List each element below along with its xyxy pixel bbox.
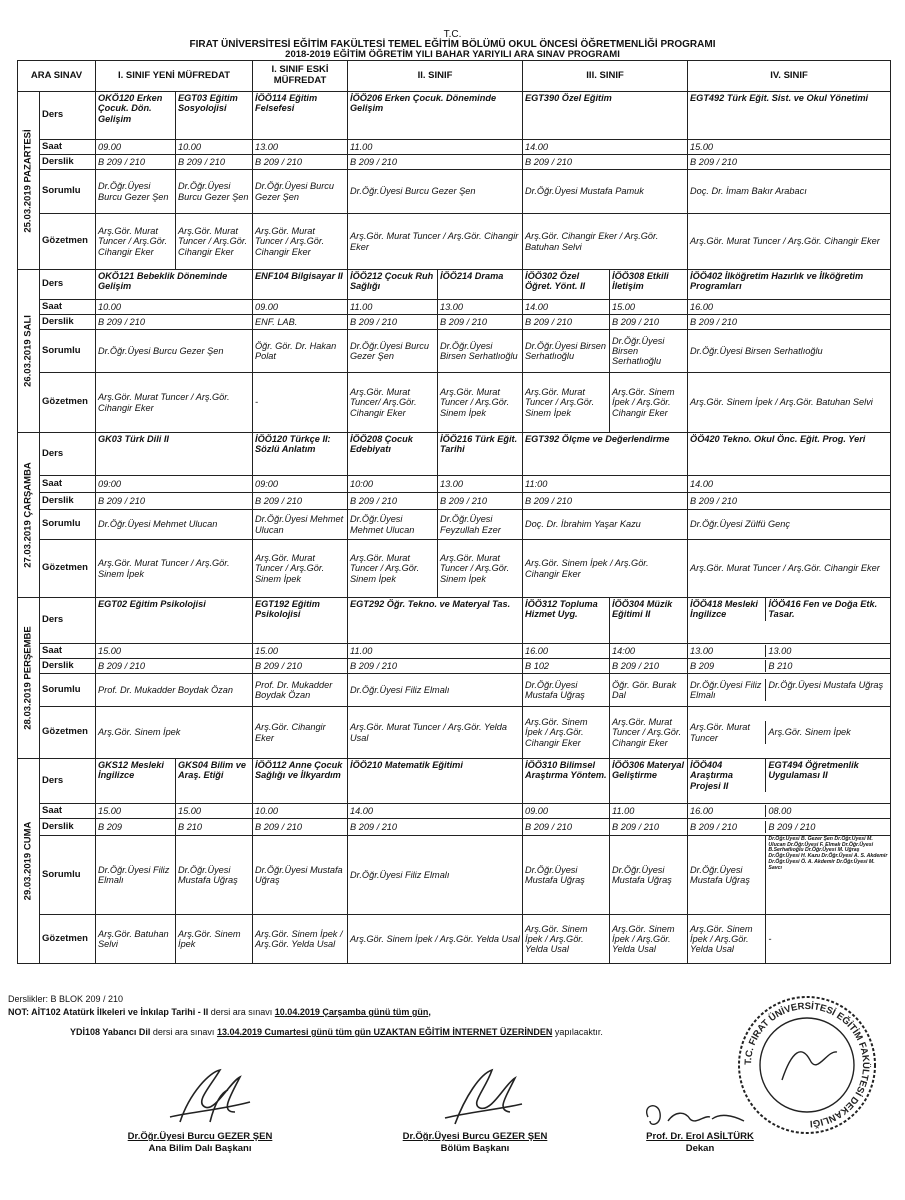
table-row	[18, 759, 891, 804]
course-cell: EGT02 Eğitim Psikolojisi	[96, 598, 253, 644]
proctor-split-cell	[688, 915, 891, 964]
course-cell: ÖÖ420 Tekno. Okul Önc. Eğit. Prog. Yeri	[688, 433, 891, 476]
proctor-cell: Arş.Gör. Sinem İpek / Arş.Gör. Yelda Usal	[348, 915, 523, 964]
time-cell: 14.00	[523, 140, 688, 155]
row-label-gozetmen: Gözetmen	[40, 540, 96, 598]
responsible-cell: Dr.Öğr.Üyesi Birsen Serhatlıoğlu	[610, 330, 688, 373]
proctor-cell: Arş.Gör. Sinem İpek	[96, 707, 253, 759]
time-cell: 13.00	[438, 300, 523, 315]
room-cell: B 209 / 210	[96, 659, 253, 674]
time-cell: 09.00	[523, 804, 610, 819]
table-row	[18, 493, 891, 510]
responsible-cell: Dr.Öğr.Üyesi Burcu Gezer Şen	[348, 170, 523, 214]
day-label: 29.03.2019 CUMA	[22, 821, 34, 901]
responsible-cell: Dr.Öğr.Üyesi Burcu Gezer Şen	[253, 170, 348, 214]
day-label: 26.03.2019 SALI	[22, 315, 34, 387]
proctor-cell: Arş.Gör. Sinem İpek / Arş.Gör. Cihangir Eker	[610, 373, 688, 433]
proctor-cell: Arş.Gör. Sinem İpek / Arş.Gör. Yelda Usal	[253, 915, 348, 964]
responsible-cell: Dr.Öğr.Üyesi Burcu Gezer Şen	[348, 330, 438, 373]
responsible-cell: Dr.Öğr.Üyesi Mustafa Uğraş	[523, 674, 610, 707]
time-cell: 15.00	[610, 300, 688, 315]
room-cell: B 209 / 210	[688, 155, 891, 170]
table-row	[18, 214, 891, 270]
signature-title: Dekan	[685, 1142, 715, 1154]
day-cell	[18, 270, 40, 433]
proctor-cell: Arş.Gör. Sinem İpek / Arş.Gör. Cihangir Eker	[523, 540, 688, 598]
responsible-cell: Dr.Öğr.Üyesi Mustafa Uğraş	[176, 836, 253, 915]
responsible-cell: Dr.Öğr.Üyesi Birsen Serhatlıoğlu	[688, 330, 891, 373]
time-cell: 10.00	[96, 300, 253, 315]
time-cell: 13.00	[438, 476, 523, 493]
table-row	[18, 476, 891, 493]
time-cell: 14.00	[523, 300, 610, 315]
room-split-cell	[688, 819, 891, 836]
proctor-split	[688, 721, 890, 744]
n3-end: yapılacaktır.	[554, 1027, 603, 1037]
svg-text:T.C. FIRAT ÜNİVERSİTESİ EĞİTİM	[743, 1001, 871, 1130]
course-cell: İÖÖ312 Topluma Hizmet Uyg.	[523, 598, 610, 644]
col-header-1-sinif-yeni: I. SINIF YENİ MÜFREDAT	[96, 61, 253, 92]
proctor-cell: Arş.Gör. Murat Tuncer / Arş.Gör. Cihangir Eker	[176, 214, 253, 270]
room-cell: B 209 / 210	[253, 493, 348, 510]
row-label-saat: Saat	[40, 644, 96, 659]
table-row	[18, 270, 891, 300]
time-cell: 10.00	[176, 140, 253, 155]
row-label-gozetmen: Gözetmen	[40, 214, 96, 270]
time-cell: 15.00	[96, 644, 253, 659]
room-cell: B 209 / 210	[176, 155, 253, 170]
table-row	[18, 836, 891, 915]
course-split	[688, 759, 890, 792]
proctor-cell: Arş.Gör. Sinem İpek / Arş.Gör. Cihangir Eker	[523, 707, 610, 759]
proctor-cell: Arş.Gör. Murat Tuncer / Arş.Gör. Sinem İpek	[96, 540, 253, 598]
signature-1-scribble	[150, 1062, 260, 1132]
header-subtitle: 2018-2019 EĞİTİM ÖĞRETİM YILI BAHAR YARIYILI ARA SINAV PROGRAMI	[285, 49, 620, 60]
time-split	[688, 805, 890, 817]
room-cell: B 210	[176, 819, 253, 836]
room-cell: B 209 / 210	[688, 493, 891, 510]
time-cell: 09:00	[253, 476, 348, 493]
table-row	[18, 155, 891, 170]
course-cell: İÖÖ404 Araştırma Projesi II	[688, 759, 766, 792]
room-cell: B 209 / 210	[348, 493, 438, 510]
row-label-ders: Ders	[40, 92, 96, 140]
row-label-saat: Saat	[40, 140, 96, 155]
proctor-split	[688, 915, 890, 963]
course-cell: İÖÖ210 Matematik Eğitimi	[348, 759, 523, 804]
responsible-cell: Prof. Dr. Mukadder Boydak Özan	[96, 674, 253, 707]
proctor-cell: Arş.Gör. Cihangir Eker	[253, 707, 348, 759]
course-split-cell	[688, 759, 891, 804]
responsible-cell: Dr.Öğr.Üyesi Mustafa Uğraş	[523, 836, 610, 915]
proctor-cell: Arş.Gör. Murat Tuncer / Arş.Gör. Cihangir Eker	[610, 707, 688, 759]
proctor-cell: -	[253, 373, 348, 433]
course-cell: İÖÖ302 Özel Öğret. Yönt. II	[523, 270, 610, 300]
room-cell: B 102	[523, 659, 610, 674]
room-cell: B 209 / 210	[688, 315, 891, 330]
n3-date: 13.04.2019 Cumartesi günü tüm gün UZAKTAN EĞİTİM İNTERNET ÜZERİNDEN	[216, 1027, 553, 1037]
responsible-split-cell	[688, 674, 891, 707]
row-label-sorumlu: Sorumlu	[40, 836, 96, 915]
signature-name: Dr.Öğr.Üyesi Burcu GEZER ŞEN	[402, 1131, 548, 1142]
table-row	[18, 707, 891, 759]
stamp-text: T.C. FIRAT ÜNİVERSİTESİ EĞİTİM FAKÜLTESİ DEKANLIĞI	[742, 1000, 872, 1129]
responsible-cell: Dr.Öğr.Üyesi Burcu Gezer Şen	[96, 170, 176, 214]
course-cell: EGT494 Öğretmenlik Uygulaması II	[768, 760, 859, 781]
room-cell: B 209 / 210	[523, 493, 688, 510]
course-cell: GKS12 Mesleki İngilizce	[96, 759, 176, 804]
responsible-cell: Dr.Öğr.Üyesi Filiz Elmalı	[96, 836, 176, 915]
table-row	[18, 140, 891, 155]
room-cell: B 210	[768, 660, 793, 671]
course-cell: İÖÖ306 Materyal Geliştirme	[610, 759, 688, 804]
responsible-cell: Dr.Öğr.Üyesi Mehmet Ulucan	[348, 510, 438, 540]
notes-derslikler: Derslikler: B BLOK 209 / 210	[8, 994, 124, 1004]
not-course: AİT102 Atatürk İlkeleri ve İnkılap Tarihi - II	[31, 1007, 209, 1017]
proctor-cell: Arş.Gör. Murat Tuncer/ Arş.Gör. Cihangir Eker	[348, 373, 438, 433]
row-label-sorumlu: Sorumlu	[40, 330, 96, 373]
room-cell: B 209 / 210	[348, 659, 523, 674]
row-label-ders: Ders	[40, 433, 96, 476]
responsible-cell: Dr.Öğr.Üyesi Feyzullah Ezer	[438, 510, 523, 540]
proctor-cell: -	[768, 933, 772, 944]
row-label-derslik: Derslik	[40, 155, 96, 170]
notes-line-2	[70, 1027, 603, 1037]
room-cell: B 209 / 210	[610, 659, 688, 674]
row-label-ders: Ders	[40, 759, 96, 804]
time-cell: 16.00	[688, 300, 891, 315]
room-cell: B 209 / 210	[688, 821, 766, 833]
time-cell: 10.00	[253, 804, 348, 819]
n3-mid: dersi ara sınavı	[152, 1027, 215, 1037]
proctor-cell: Arş.Gör. Murat Tuncer / Arş.Gör. Cihangir Eker	[253, 214, 348, 270]
time-cell: 14.00	[348, 804, 523, 819]
proctor-cell: Arş.Gör. Murat Tuncer / Arş.Gör. Cihangir Eker	[348, 214, 523, 270]
table-row	[18, 92, 891, 140]
responsible-cell: Dr.Öğr.Üyesi Filiz Elmalı	[348, 674, 523, 707]
proctor-cell: Arş.Gör. Murat Tuncer / Arş.Gör. Sinem İpek	[348, 540, 438, 598]
table-row	[18, 373, 891, 433]
room-split	[688, 660, 890, 672]
course-cell: EGT392 Ölçme ve Değerlendirme	[523, 433, 688, 476]
row-label-derslik: Derslik	[40, 493, 96, 510]
time-split-cell	[688, 644, 891, 659]
room-cell: B 209 / 210	[96, 493, 253, 510]
time-cell: 16.00	[523, 644, 610, 659]
proctor-cell: Arş.Gör. Murat Tuncer / Arş.Gör. Yelda Usal	[348, 707, 523, 759]
row-label-gozetmen: Gözetmen	[40, 915, 96, 964]
time-cell: 13.00	[768, 645, 792, 656]
course-cell: İÖÖ304 Müzik Eğitimi II	[610, 598, 688, 644]
col-header-1-sinif-eski: I. SINIF ESKİ MÜFREDAT	[253, 61, 348, 92]
table-row	[18, 510, 891, 540]
table-row	[18, 598, 891, 644]
room-cell: B 209	[96, 819, 176, 836]
col-header-3-sinif: III. SINIF	[523, 61, 688, 92]
time-cell: 15.00	[253, 644, 348, 659]
responsible-cell: Dr.Öğr.Üyesi Filiz Elmalı	[688, 679, 766, 702]
course-cell: GK03 Türk Dili II	[96, 433, 253, 476]
official-stamp-icon	[732, 990, 882, 1140]
table-row	[18, 804, 891, 819]
proctor-cell: Arş.Gör. Murat Tuncer / Arş.Gör. Sinem İpek	[438, 540, 523, 598]
table-row	[18, 315, 891, 330]
course-cell: GKS04 Bilim ve Araş. Etiği	[176, 759, 253, 804]
responsible-cell: Dr.Öğr.Üyesi Mehmet Ulucan	[96, 510, 253, 540]
course-cell: İÖÖ308 Etkili İletişim	[610, 270, 688, 300]
course-cell: EGT192 Eğitim Psikolojisi	[253, 598, 348, 644]
notes-line-1: NOT: AİT102 Atatürk İlkeleri ve İnkılap Tarihi - II dersi ara sınavı 10.04.2019 Çarşamba günü tüm gün,	[8, 1007, 431, 1017]
row-label-sorumlu: Sorumlu	[40, 674, 96, 707]
course-cell: EGT492 Türk Eğit. Sist. ve Okul Yönetimi	[688, 92, 891, 140]
table-row	[18, 644, 891, 659]
proctor-cell: Arş.Gör. Murat Tuncer / Arş.Gör. Cihangir Eker	[96, 214, 176, 270]
signature-block-3	[615, 1131, 785, 1155]
course-cell: İÖÖ112 Anne Çocuk Sağlığı ve İlkyardım	[253, 759, 348, 804]
not-mid: dersi ara sınavı	[210, 1007, 273, 1017]
signature-name: Dr.Öğr.Üyesi Burcu GEZER ŞEN	[127, 1131, 273, 1142]
header-row	[18, 61, 891, 92]
time-cell: 11.00	[348, 300, 438, 315]
exam-schedule-table	[17, 60, 891, 964]
proctor-cell: Arş.Gör. Sinem İpek / Arş.Gör. Batuhan Selvi	[688, 373, 891, 433]
room-cell: B 209 / 210	[523, 155, 688, 170]
responsible-cell: Dr.Öğr.Üyesi Zülfü Genç	[688, 510, 891, 540]
row-label-derslik: Derslik	[40, 659, 96, 674]
row-label-derslik: Derslik	[40, 315, 96, 330]
day-label: 25.03.2019 PAZARTESİ	[22, 128, 34, 233]
room-cell: B 209 / 210	[348, 315, 438, 330]
table-row	[18, 674, 891, 707]
room-cell: B 209 / 210	[523, 819, 610, 836]
room-cell: B 209 / 210	[768, 821, 816, 832]
table-row	[18, 433, 891, 476]
row-label-gozetmen: Gözetmen	[40, 373, 96, 433]
course-cell: OKÖ121 Bebeklik Döneminde Gelişim	[96, 270, 253, 300]
course-cell: İÖÖ418 Mesleki İngilizce	[688, 598, 766, 621]
room-cell: B 209	[688, 660, 766, 672]
course-cell: İÖÖ216 Türk Eğit. Tarihi	[438, 433, 523, 476]
row-label-saat: Saat	[40, 300, 96, 315]
table-row	[18, 659, 891, 674]
day-cell	[18, 433, 40, 598]
row-label-sorumlu: Sorumlu	[40, 170, 96, 214]
proctor-cell: Arş.Gör. Sinem İpek / Arş.Gör. Yelda Usal	[610, 915, 688, 964]
not-date: 10.04.2019 Çarşamba günü tüm gün	[274, 1007, 429, 1017]
proctor-cell: Arş.Gör. Murat Tuncer / Arş.Gör. Sinem İpek	[438, 373, 523, 433]
responsible-cell: Dr.Öğr.Üyesi Mehmet Ulucan	[253, 510, 348, 540]
day-label: 27.03.2019 ÇARŞAMBA	[22, 462, 34, 568]
proctor-cell: Arş.Gör. Sinem İpek / Arş.Gör. Yelda Usal	[523, 915, 610, 964]
time-cell: 14:00	[610, 644, 688, 659]
day-cell	[18, 92, 40, 270]
responsible-cell: Dr.Öğr.Üyesi Mustafa Uğraş	[610, 836, 688, 915]
responsible-cell: Dr.Öğr.Üyesi Birsen Serhatlıoğlu	[438, 330, 523, 373]
table-row	[18, 819, 891, 836]
responsible-split-cell	[688, 836, 891, 915]
room-cell: B 209 / 210	[438, 315, 523, 330]
time-split-cell	[688, 804, 891, 819]
time-cell: 16.00	[688, 805, 766, 817]
proctor-cell: Arş.Gör. Murat Tuncer / Arş.Gör. Cihangir Eker	[688, 214, 891, 270]
proctor-cell: Arş.Gör. Sinem İpek	[176, 915, 253, 964]
course-cell: İÖÖ208 Çocuk Edebiyatı	[348, 433, 438, 476]
table-row	[18, 330, 891, 373]
proctor-cell: Arş.Gör. Sinem İpek	[768, 727, 851, 738]
time-cell: 09:00	[96, 476, 253, 493]
proctor-cell: Arş.Gör. Murat Tuncer	[688, 721, 766, 744]
room-cell: B 209 / 210	[253, 659, 348, 674]
room-cell: B 209 / 210	[438, 493, 523, 510]
row-label-saat: Saat	[40, 804, 96, 819]
time-cell: 11.00	[348, 140, 523, 155]
time-cell: 09.00	[96, 140, 176, 155]
time-cell: 11:00	[523, 476, 688, 493]
room-cell: B 209 / 210	[610, 819, 688, 836]
room-cell: B 209 / 210	[523, 315, 610, 330]
course-cell: İÖÖ416 Fen ve Doğa Etk. Tasar.	[768, 599, 878, 620]
responsible-cell: Dr.Öğr.Üyesi Mustafa Pamuk	[523, 170, 688, 214]
day-label: 28.03.2019 PERŞEMBE	[22, 626, 34, 730]
responsible-cell: Dr.Öğr.Üyesi Burcu Gezer Şen	[176, 170, 253, 214]
room-split	[688, 821, 890, 833]
course-cell: İÖÖ214 Drama	[438, 270, 523, 300]
col-header-4-sinif: IV. SINIF	[688, 61, 891, 92]
signature-title: Ana Bilim Dalı Başkanı	[148, 1142, 252, 1154]
proctor-cell: Arş.Gör. Murat Tuncer / Arş.Gör. Cihangir Eker	[688, 540, 891, 598]
responsible-cell: Dr.Öğr.Üyesi Filiz Elmalı	[348, 836, 523, 915]
time-cell: 08.00	[768, 805, 792, 816]
row-label-ders: Ders	[40, 270, 96, 300]
room-cell: B 209 / 210	[253, 819, 348, 836]
responsible-cell: Öğr. Gör. Burak Dal	[610, 674, 688, 707]
proctor-cell: Arş.Gör. Murat Tuncer / Arş.Gör. Sinem İpek	[523, 373, 610, 433]
row-label-ders: Ders	[40, 598, 96, 644]
row-label-saat: Saat	[40, 476, 96, 493]
row-label-sorumlu: Sorumlu	[40, 510, 96, 540]
n3-course: YDİ108 Yabancı Dil	[70, 1027, 151, 1037]
course-cell: İÖÖ206 Erken Çocuk. Döneminde Gelişim	[348, 92, 523, 140]
time-cell: 09.00	[253, 300, 348, 315]
col-header-2-sinif: II. SINIF	[348, 61, 523, 92]
time-cell: 14.00	[688, 476, 891, 493]
time-cell: 15.00	[96, 804, 176, 819]
course-cell: İÖÖ120 Türkçe II: Sözlü Anlatım	[253, 433, 348, 476]
signature-name: Prof. Dr. Erol ASİLTÜRK	[646, 1131, 754, 1142]
proctor-cell: Arş.Gör. Batuhan Selvi	[96, 915, 176, 964]
responsible-cell: Doç. Dr. İbrahim Yaşar Kazu	[523, 510, 688, 540]
day-cell	[18, 598, 40, 759]
time-cell: 15.00	[688, 140, 891, 155]
proctor-cell: Arş.Gör. Murat Tuncer / Arş.Gör. Cihangir Eker	[96, 373, 253, 433]
row-label-gozetmen: Gözetmen	[40, 707, 96, 759]
course-cell: EGT03 Eğitim Sosyolojisi	[176, 92, 253, 140]
course-cell: ENF104 Bilgisayar II	[253, 270, 348, 300]
responsible-cell: Dr.Öğr.Üyesi Mustafa Uğraş	[768, 679, 884, 690]
course-cell: İÖÖ114 Eğitim Felsefesi	[253, 92, 348, 140]
day-cell	[18, 759, 40, 964]
course-cell: EGT292 Öğr. Tekno. ve Materyal Tas.	[348, 598, 523, 644]
signature-block-2	[385, 1131, 565, 1155]
proctor-split-cell	[688, 707, 891, 759]
room-cell: B 209 / 210	[348, 819, 523, 836]
responsible-cell: Dr.Öğr.Üyesi Mustafa Uğraş	[688, 836, 766, 914]
course-split-cell	[688, 598, 891, 644]
table-row	[18, 170, 891, 214]
time-cell: 11.00	[610, 804, 688, 819]
col-header-ara-sinav: ARA SINAV	[18, 61, 96, 92]
time-cell: 15.00	[176, 804, 253, 819]
responsible-cell: Doç. Dr. İmam Bakır Arabacı	[688, 170, 891, 214]
proctor-cell: Arş.Gör. Sinem İpek / Arş.Gör. Yelda Usal	[688, 915, 766, 963]
course-cell: İÖÖ212 Çocuk Ruh Sağlığı	[348, 270, 438, 300]
room-cell: B 209 / 210	[96, 315, 253, 330]
row-label-derslik: Derslik	[40, 819, 96, 836]
responsible-cell: Dr.Öğr.Üyesi Burcu Gezer Şen	[96, 330, 253, 373]
course-cell: OKÖ120 Erken Çocuk. Dön. Gelişim	[96, 92, 176, 140]
proctor-cell: Arş.Gör. Cihangir Eker / Arş.Gör. Batuhan Selvi	[523, 214, 688, 270]
responsible-cell: Dr.Öğr.Üyesi B. Gezer Şen Dr.Öğr.Üyesi M. Ulucan Dr.Öğr.Üyesi F. Elmalı Dr.Öğr.Üyesi B.Serhatlıoğlu Dr.Öğr.Üyesi M. Uğraş Dr.Öğr.Üyesi H. Kazu Dr.Öğr.Üyesi A. S. Akdemir Dr.Öğr.Üyesi Ö. A. Akdemir Dr.Öğr.Üyesi M. Savcı	[768, 836, 888, 871]
time-cell: 10:00	[348, 476, 438, 493]
course-cell: İÖÖ310 Bilimsel Araştırma Yöntem.	[523, 759, 610, 804]
header-title: FIRAT ÜNİVERSİTESİ EĞİTİM FAKÜLTESİ TEMEL EĞİTİM BÖLÜMÜ OKUL ÖNCESİ ÖĞRETMENLİĞİ PROGRAMI	[189, 39, 716, 50]
course-split	[688, 598, 890, 621]
room-split-cell	[688, 659, 891, 674]
room-cell: B 209 / 210	[253, 155, 348, 170]
room-cell: B 209 / 210	[348, 155, 523, 170]
responsible-cell: Prof. Dr. Mukadder Boydak Özan	[253, 674, 348, 707]
time-cell: 13.00	[253, 140, 348, 155]
responsible-cell: Dr.Öğr.Üyesi Birsen Serhatlıoğlu	[523, 330, 610, 373]
responsible-cell: Dr.Öğr.Üyesi Mustafa Uğraş	[253, 836, 348, 915]
responsible-cell: Öğr. Gör. Dr. Hakan Polat	[253, 330, 348, 373]
time-cell: 11.00	[348, 644, 523, 659]
room-cell: B 209 / 210	[610, 315, 688, 330]
room-cell: B 209 / 210	[96, 155, 176, 170]
course-cell: İÖÖ402 İlköğretim Hazırlık ve İlköğretim Programları	[688, 270, 891, 300]
time-cell: 13.00	[688, 645, 766, 657]
table-row	[18, 300, 891, 315]
responsible-split	[688, 679, 890, 702]
table-row	[18, 915, 891, 964]
signature-title: Bölüm Başkanı	[440, 1142, 510, 1154]
not-prefix: NOT:	[8, 1007, 29, 1017]
header-tc: T.C.	[443, 29, 462, 40]
room-cell: ENF. LAB.	[253, 315, 348, 330]
time-split	[688, 645, 890, 657]
responsible-split	[688, 836, 890, 914]
signature-2-scribble	[430, 1062, 530, 1132]
table-row	[18, 540, 891, 598]
course-cell: EGT390 Özel Eğitim	[523, 92, 688, 140]
signature-block-1	[100, 1131, 300, 1155]
proctor-cell: Arş.Gör. Murat Tuncer / Arş.Gör. Sinem İpek	[253, 540, 348, 598]
